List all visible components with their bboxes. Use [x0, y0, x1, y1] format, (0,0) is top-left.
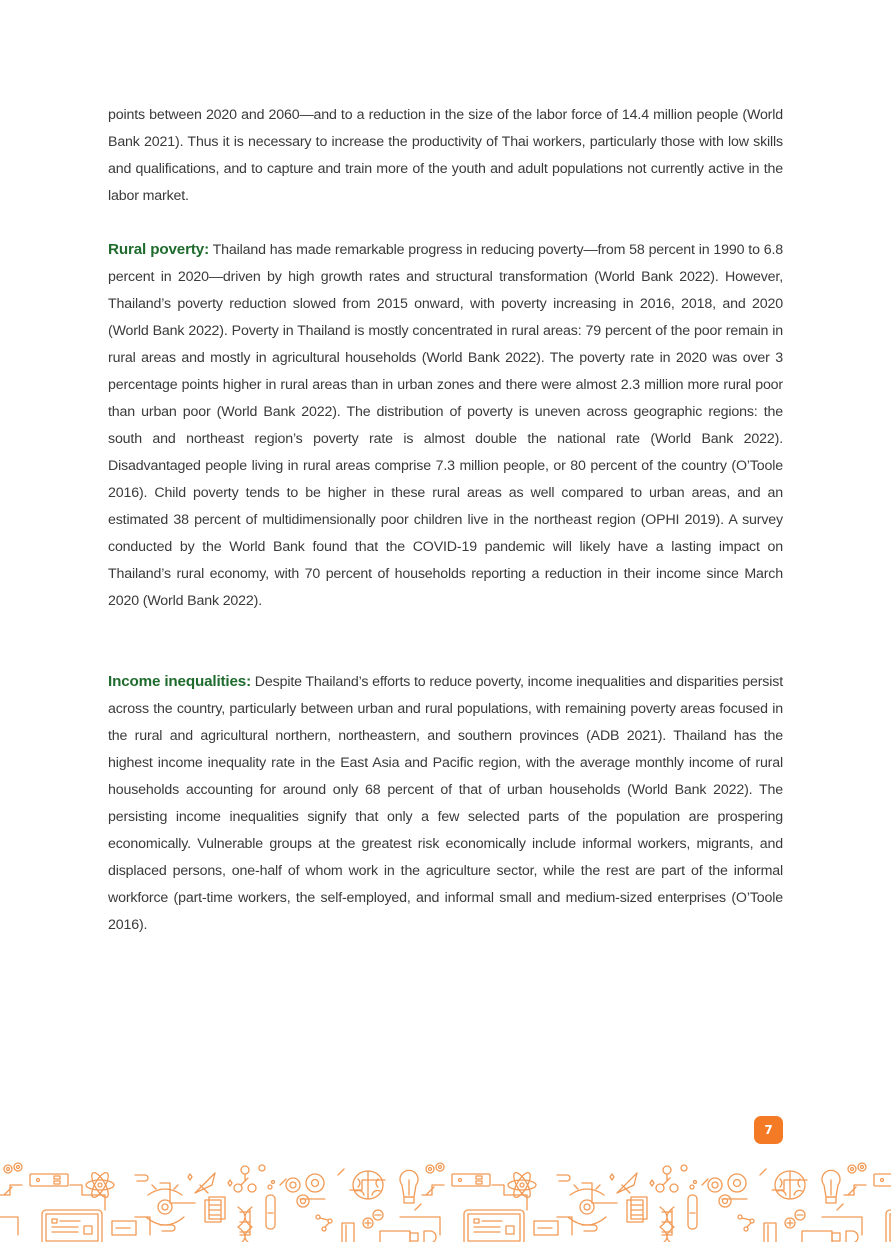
- paragraph-text: Despite Thailand’s efforts to reduce poverty, income inequalities and disparities persist across the country, particularly between urban and rural populations, with remaining poverty areas focused in the rural and agricultural northern, northeastern, and southern provinces (ADB 2021). Thailand has the highest income inequality rate in the East Asia and Pacific region, with the average monthly income of rural households accounting for around only 68 percent of that of urban households (World Bank 2022). The persisting income inequalities signify that only a few selected parts of the population are prospering economically. Vulnerable groups at the greatest risk economically include informal workers, migrants, and displaced persons, one-half of whom work in the agriculture sector, while the rest are part of the informal workforce (part-time workers, the self-employed, and informal small and medium-sized enterprises (O’Toole 2016).: [108, 674, 783, 933]
- page-number-badge: 7: [754, 1116, 783, 1144]
- decorative-footer-band: [0, 1155, 891, 1242]
- paragraph-income-inequalities: [108, 668, 783, 939]
- rural-poverty-heading: Rural poverty:: [108, 241, 209, 258]
- paragraph-rural-poverty: [108, 236, 783, 615]
- science-line-art-icon: [0, 1155, 891, 1242]
- income-inequalities-heading: Income inequalities:: [108, 673, 252, 690]
- paragraph-text: points between 2020 and 2060—and to a reduction in the size of the labor force of 14.4 million people (World Bank 2021). Thus it is necessary to increase the productivity of Thai workers, particularly those with low skills and qualifications, and to capture and train more of the youth and adult populations not currently active in the labor market.: [108, 107, 783, 204]
- paragraph-labor-force: [108, 101, 783, 210]
- paragraph-text: Thailand has made remarkable progress in reducing poverty—from 58 percent in 1990 to 6.8 percent in 2020—driven by high growth rates and structural transformation (World Bank 2022). However, Thailand’s poverty reduction slowed from 2015 onward, with poverty increasing in 2016, 2018, and 2020 (World Bank 2022). Poverty in Thailand is mostly concentrated in rural areas: 79 percent of the poor remain in rural areas and mostly in agricultural households (World Bank 2022). The poverty rate in 2020 was over 3 percentage points higher in rural areas than in urban zones and there were almost 2.3 million more rural poor than urban poor (World Bank 2022). The distribution of poverty is uneven across geographic regions: the south and northeast region’s poverty rate is almost double the national rate (World Bank 2022). Disadvantaged people living in rural areas comprise 7.3 million people, or 80 percent of the country (O’Toole 2016). Child poverty tends to be higher in these rural areas as well compared to urban areas, and an estimated 38 percent of multidimensionally poor children live in the northeast region (OPHI 2019). A survey conducted by the World Bank found that the COVID-19 pandemic will likely have a lasting impact on Thailand’s rural economy, with 70 percent of households reporting a reduction in their income since March 2020 (World Bank 2022).: [108, 242, 783, 609]
